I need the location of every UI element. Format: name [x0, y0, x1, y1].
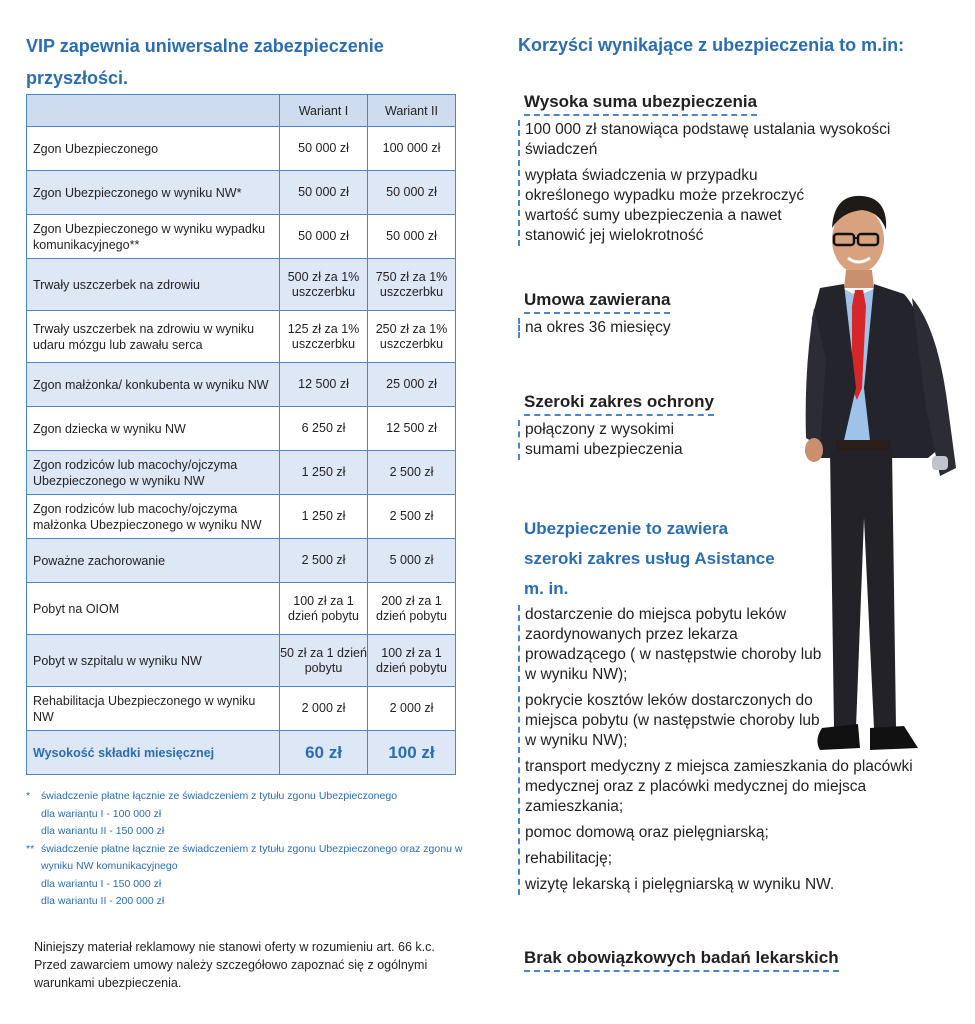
row-value-variant-1: 50 000 zł: [280, 127, 368, 171]
row-label: Zgon Ubezpieczonego w wyniku wypadku komunikacyjnego**: [27, 215, 280, 259]
footnote-mark: *: [26, 790, 31, 802]
premium-variant-1: 60 zł: [280, 731, 368, 775]
table-row: [27, 583, 456, 635]
row-label: Trwały uszczerbek na zdrowiu w wyniku udaru mózgu lub zawału serca: [27, 311, 280, 363]
row-value-variant-2: 12 500 zł: [368, 407, 456, 451]
row-label: Zgon Ubezpieczonego: [27, 127, 280, 171]
row-value-variant-2: 2 000 zł: [368, 687, 456, 731]
row-value-variant-2: 200 zł za 1 dzień pobytu: [368, 583, 456, 635]
row-value-variant-2: 50 000 zł: [368, 171, 456, 215]
row-label: Poważne zachorowanie: [27, 539, 280, 583]
section-title-no-exams: Brak obowiązkowych badań lekarskich: [524, 948, 839, 972]
section-title-scope: Szeroki zakres ochrony: [524, 392, 714, 416]
table-row: [27, 451, 456, 495]
row-value-variant-1: 50 000 zł: [280, 215, 368, 259]
row-value-variant-2: 5 000 zł: [368, 539, 456, 583]
premium-row: [27, 731, 456, 775]
row-value-variant-2: 2 500 zł: [368, 495, 456, 539]
footnote-detail: dla wariantu I - 150 000 zł: [41, 877, 162, 890]
row-value-variant-1: 100 zł za 1 dzień pobytu: [280, 583, 368, 635]
section-paragraph: połączony z wysokimi sumami ubezpieczenia: [525, 421, 683, 458]
footnote-detail: dla wariantu I - 100 000 zł: [41, 807, 162, 820]
row-value-variant-1: 1 250 zł: [280, 495, 368, 539]
right-title: Korzyści wynikające z ubezpieczenia to m.in:: [518, 35, 905, 55]
table-header-variant-1: Wariant I: [280, 95, 368, 127]
row-value-variant-1: 6 250 zł: [280, 407, 368, 451]
section-paragraph: dostarczenie do miejsca pobytu leków zaordynowanych przez lekarza prowadzącego ( w następstwie choroby lub w wyniku NW);: [525, 606, 822, 683]
row-value-variant-2: 100 000 zł: [368, 127, 456, 171]
left-title: VIP zapewnia uniwersalne zabezpieczenie przyszłości.: [26, 36, 384, 88]
row-label: Zgon rodziców lub macochy/ojczyma Ubezpieczonego w wyniku NW: [27, 451, 280, 495]
table-row: [27, 215, 456, 259]
row-value-variant-2: 2 500 zł: [368, 451, 456, 495]
footnote-detail: dla wariantu II - 150 000 zł: [41, 825, 165, 837]
section-paragraph: wizytę lekarską i pielęgniarską w wyniku NW.: [525, 876, 835, 893]
table-header-variant-2: Wariant II: [368, 95, 456, 127]
section-paragraph: transport medyczny z miejsca zamieszkania do placówki medycznej oraz z placówki medycznej do miejsca zamieszkania;: [525, 758, 913, 815]
row-value-variant-2: 25 000 zł: [368, 363, 456, 407]
row-value-variant-1: 12 500 zł: [280, 363, 368, 407]
benefits-table: [26, 94, 456, 775]
table-row: [27, 127, 456, 171]
section-paragraph: pokrycie kosztów leków dostarczonych do miejsca pobytu (w następstwie choroby lub w wyniku NW);: [525, 692, 820, 749]
row-label: Zgon rodziców lub macochy/ojczyma małżonka Ubezpieczonego w wyniku NW: [27, 495, 280, 539]
section-title-assistance: Ubezpieczenie to zawiera szeroki zakres usług Asistance m. in.: [524, 519, 775, 598]
section-title-contract: Umowa zawierana: [524, 290, 670, 314]
table-row: [27, 259, 456, 311]
table-row: [27, 311, 456, 363]
section-paragraph: na okres 36 miesięcy: [525, 319, 671, 336]
table-header-empty: [27, 95, 280, 127]
disclaimer: Niniejszy materiał reklamowy nie stanowi oferty w rozumieniu art. 66 k.c. Przed zawarciem umowy należy szczegółowo zapoznać się z ogólnymi warunkami ubezpieczenia.: [34, 940, 435, 990]
row-value-variant-1: 125 zł za 1% uszczerbku: [280, 311, 368, 363]
table-row: [27, 363, 456, 407]
footnote-text: świadczenie płatne łącznie ze świadczeniem z tytułu zgonu Ubezpieczonego oraz zgonu w wyniku NW komunikacyjnego: [41, 842, 463, 872]
row-label: Trwały uszczerbek na zdrowiu: [27, 259, 280, 311]
section-body-scope: [518, 420, 718, 460]
table-row: [27, 407, 456, 451]
row-label: Zgon małżonka/ konkubenta w wyniku NW: [27, 363, 280, 407]
section-paragraph: 100 000 zł stanowiąca podstawę ustalania wysokości świadczeń: [525, 121, 891, 158]
section-body-contract: [518, 318, 788, 338]
row-label: Pobyt na OIOM: [27, 583, 280, 635]
row-value-variant-2: 50 000 zł: [368, 215, 456, 259]
table-row: [27, 687, 456, 731]
table-row: [27, 495, 456, 539]
row-value-variant-1: 50 000 zł: [280, 171, 368, 215]
row-label: Zgon Ubezpieczonego w wyniku NW*: [27, 171, 280, 215]
footnote-text: świadczenie płatne łącznie ze świadczeniem z tytułu zgonu Ubezpieczonego: [41, 790, 398, 802]
row-value-variant-2: 750 zł za 1% uszczerbku: [368, 259, 456, 311]
section-paragraph: wypłata świadczenia w przypadku określonego wypadku może przekroczyć wartość sumy ubezpieczenia a nawet stanowić jej wielokrotność: [525, 167, 805, 244]
premium-label: Wysokość składki miesięcznej: [27, 731, 280, 775]
row-value-variant-1: 1 250 zł: [280, 451, 368, 495]
table-row: [27, 635, 456, 687]
footnote-detail: dla wariantu II - 200 000 zł: [41, 895, 165, 907]
section-title-sum: Wysoka suma ubezpieczenia: [524, 92, 757, 116]
footnote: [26, 788, 466, 806]
row-value-variant-1: 2 000 zł: [280, 687, 368, 731]
row-value-variant-1: 2 500 zł: [280, 539, 368, 583]
row-label: Rehabilitacja Ubezpieczonego w wyniku NW: [27, 687, 280, 731]
footnote: [26, 841, 466, 876]
footnote-mark: **: [26, 842, 35, 855]
row-value-variant-2: 100 zł za 1 dzień pobytu: [368, 635, 456, 687]
table-header-row: [27, 95, 456, 127]
table-row: [27, 539, 456, 583]
row-value-variant-1: 500 zł za 1% uszczerbku: [280, 259, 368, 311]
row-label: Pobyt w szpitalu w wyniku NW: [27, 635, 280, 687]
section-paragraph: pomoc domową oraz pielęgniarską;: [525, 824, 769, 841]
footnotes: [26, 788, 466, 911]
premium-variant-2: 100 zł: [368, 731, 456, 775]
table-row: [27, 171, 456, 215]
businessman-photo: [800, 188, 970, 788]
row-value-variant-1: 50 zł za 1 dzień pobytu: [280, 635, 368, 687]
row-value-variant-2: 250 zł za 1% uszczerbku: [368, 311, 456, 363]
section-paragraph: rehabilitację;: [525, 850, 613, 867]
row-label: Zgon dziecka w wyniku NW: [27, 407, 280, 451]
